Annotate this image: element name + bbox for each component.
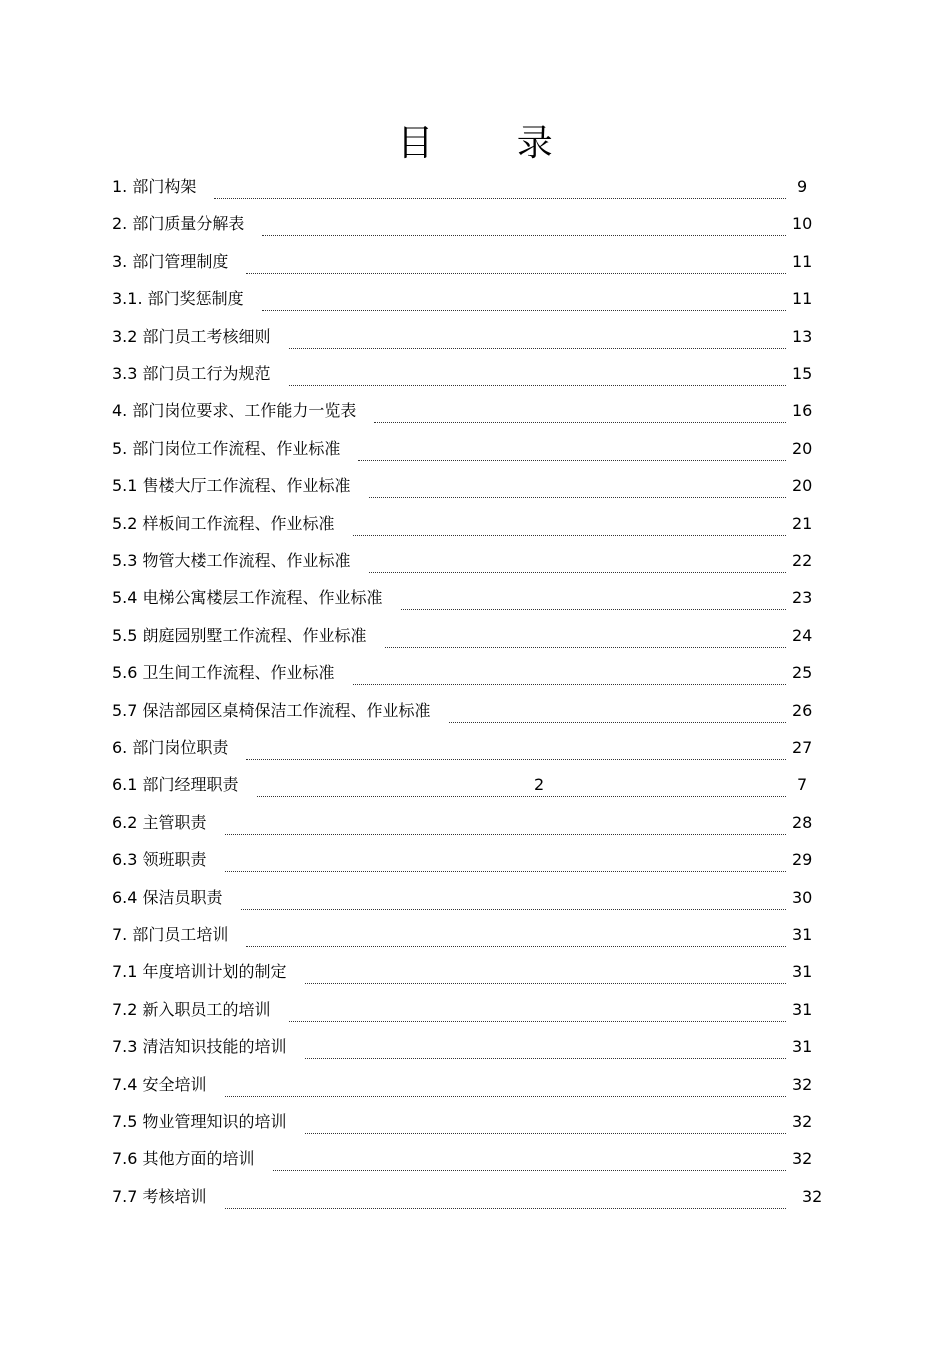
toc-entry-label: 7.6 其他方面的培训 [112,1149,255,1168]
toc-dot-leader [246,273,786,274]
toc-entry-label: 5.1 售楼大厅工作流程、作业标准 [112,476,351,495]
toc-dot-leader [358,460,786,461]
toc-dot-leader [289,385,786,386]
toc-entry[interactable] [0,625,950,655]
toc-dot-leader [246,759,786,760]
toc-dot-leader [305,1058,786,1059]
toc-entry-label: 5. 部门岗位工作流程、作业标准 [112,439,341,458]
toc-dot-leader [305,1133,786,1134]
toc-dot-leader [225,1208,786,1209]
toc-entry-label: 6.3 领班职责 [112,850,207,869]
toc-entry[interactable] [0,513,950,543]
toc-entry[interactable] [0,924,950,954]
toc-dot-leader [353,535,786,536]
toc-entry[interactable] [0,251,950,281]
toc-entry-label: 7.4 安全培训 [112,1075,207,1094]
toc-entry[interactable] [0,1186,950,1216]
toc-entry-page-number: 9 [797,177,808,196]
toc-entry-label: 3.1. 部门奖惩制度 [112,289,244,308]
toc-entry[interactable] [0,1111,950,1141]
toc-entry-page-number: 27 [792,738,813,757]
toc-entry[interactable] [0,662,950,692]
toc-entry-label: 5.5 朗庭园别墅工作流程、作业标准 [112,626,367,645]
toc-entry-page-number: 20 [792,476,813,495]
toc-entry-page-number: 20 [792,439,813,458]
toc-entry-label: 7.5 物业管理知识的培训 [112,1112,287,1131]
toc-entry-label: 6.1 部门经理职责 [112,775,239,794]
toc-entry[interactable] [0,1036,950,1066]
toc-entry-page-number: 13 [792,327,813,346]
toc-dot-leader [214,198,786,199]
toc-entry-page-number: 26 [792,701,813,720]
toc-dot-leader [262,310,786,311]
toc-entry[interactable] [0,1148,950,1178]
toc-dot-leader [262,235,786,236]
toc-entry-label: 7.2 新入职员工的培训 [112,1000,271,1019]
toc-entry[interactable] [0,176,950,206]
toc-entry-label: 1. 部门构架 [112,177,197,196]
toc-entry[interactable] [0,774,950,804]
toc-entry-label: 7. 部门员工培训 [112,925,229,944]
toc-dot-leader [289,1021,786,1022]
toc-entry[interactable] [0,363,950,393]
toc-entry-page-number: 21 [792,514,813,533]
toc-entry[interactable] [0,213,950,243]
toc-entry-page-number: 22 [792,551,813,570]
toc-entry-label: 5.7 保洁部园区桌椅保洁工作流程、作业标准 [112,701,431,720]
toc-dot-leader [225,834,786,835]
toc-entry-label: 3.2 部门员工考核细则 [112,327,271,346]
page-title: 目 录 [397,123,589,164]
toc-entry[interactable] [0,961,950,991]
toc-entry[interactable] [0,400,950,430]
toc-dot-leader [273,1170,786,1171]
toc-entry-page-number: 23 [792,588,813,607]
toc-entry[interactable] [0,999,950,1029]
toc-dot-leader [246,946,786,947]
toc-entry-label: 7.3 清洁知识技能的培训 [112,1037,287,1056]
toc-entry-page-number: 32 [792,1112,813,1131]
toc-entry-label: 6.2 主管职责 [112,813,207,832]
toc-entry-page-number: 31 [792,1037,813,1056]
toc-entry-label: 5.3 物管大楼工作流程、作业标准 [112,551,351,570]
toc-entry-page-number: 32 [792,1075,813,1094]
toc-entry-page-number: 11 [792,252,813,271]
toc-entry-page-number: 11 [792,289,813,308]
toc-entry-page-number: 31 [792,962,813,981]
toc-dot-leader [353,684,786,685]
toc-entry-page-number: 28 [792,813,813,832]
toc-dot-leader [305,983,786,984]
toc-entry-page-number: 31 [792,1000,813,1019]
toc-entry[interactable] [0,550,950,580]
toc-entry[interactable] [0,1074,950,1104]
toc-entry-page-number: 29 [792,850,813,869]
toc-dot-leader [241,909,786,910]
toc-dot-leader [385,647,786,648]
toc-entry-label: 5.4 电梯公寓楼层工作流程、作业标准 [112,588,383,607]
toc-entry-page-number: 30 [792,888,813,907]
toc-dot-leader [374,422,786,423]
toc-entry[interactable] [0,326,950,356]
toc-entry-label: 4. 部门岗位要求、工作能力一览表 [112,401,357,420]
toc-entry-label: 3.3 部门员工行为规范 [112,364,271,383]
toc-dot-leader [369,572,786,573]
toc-entry[interactable] [0,438,950,468]
toc-dot-leader [257,796,786,797]
toc-entry-page-number: 7 [797,775,808,794]
toc-dot-leader [449,722,786,723]
toc-dot-leader [401,609,786,610]
toc-dot-leader [369,497,786,498]
toc-entry-label: 5.2 样板间工作流程、作业标准 [112,514,335,533]
toc-dot-leader [289,348,786,349]
toc-dot-leader [225,871,786,872]
toc-entry[interactable] [0,587,950,617]
toc-entry-page-number: 32 [802,1187,823,1206]
toc-entry[interactable] [0,849,950,879]
toc-entry-page-number: 25 [792,663,813,682]
toc-entry-label: 3. 部门管理制度 [112,252,229,271]
toc-entry[interactable] [0,475,950,505]
toc-entry[interactable] [0,887,950,917]
toc-entry-page-number: 32 [792,1149,813,1168]
toc-entry-label: 7.1 年度培训计划的制定 [112,962,287,981]
toc-entry[interactable] [0,288,950,318]
toc-entry-page-number: 16 [792,401,813,420]
toc-entry-label: 5.6 卫生间工作流程、作业标准 [112,663,335,682]
toc-entry[interactable] [0,700,950,730]
toc-entry-page-number: 15 [792,364,813,383]
toc-entry-page-number: 31 [792,925,813,944]
toc-entry-inline-number: 2 [534,775,545,794]
toc-entry-label: 2. 部门质量分解表 [112,214,245,233]
toc-entry-label: 6. 部门岗位职责 [112,738,229,757]
toc-entry-label: 6.4 保洁员职责 [112,888,223,907]
toc-entry-label: 7.7 考核培训 [112,1187,207,1206]
toc-entry[interactable] [0,812,950,842]
toc-dot-leader [225,1096,786,1097]
toc-entry-page-number: 10 [792,214,813,233]
toc-entry-page-number: 24 [792,626,813,645]
toc-entry[interactable] [0,737,950,767]
